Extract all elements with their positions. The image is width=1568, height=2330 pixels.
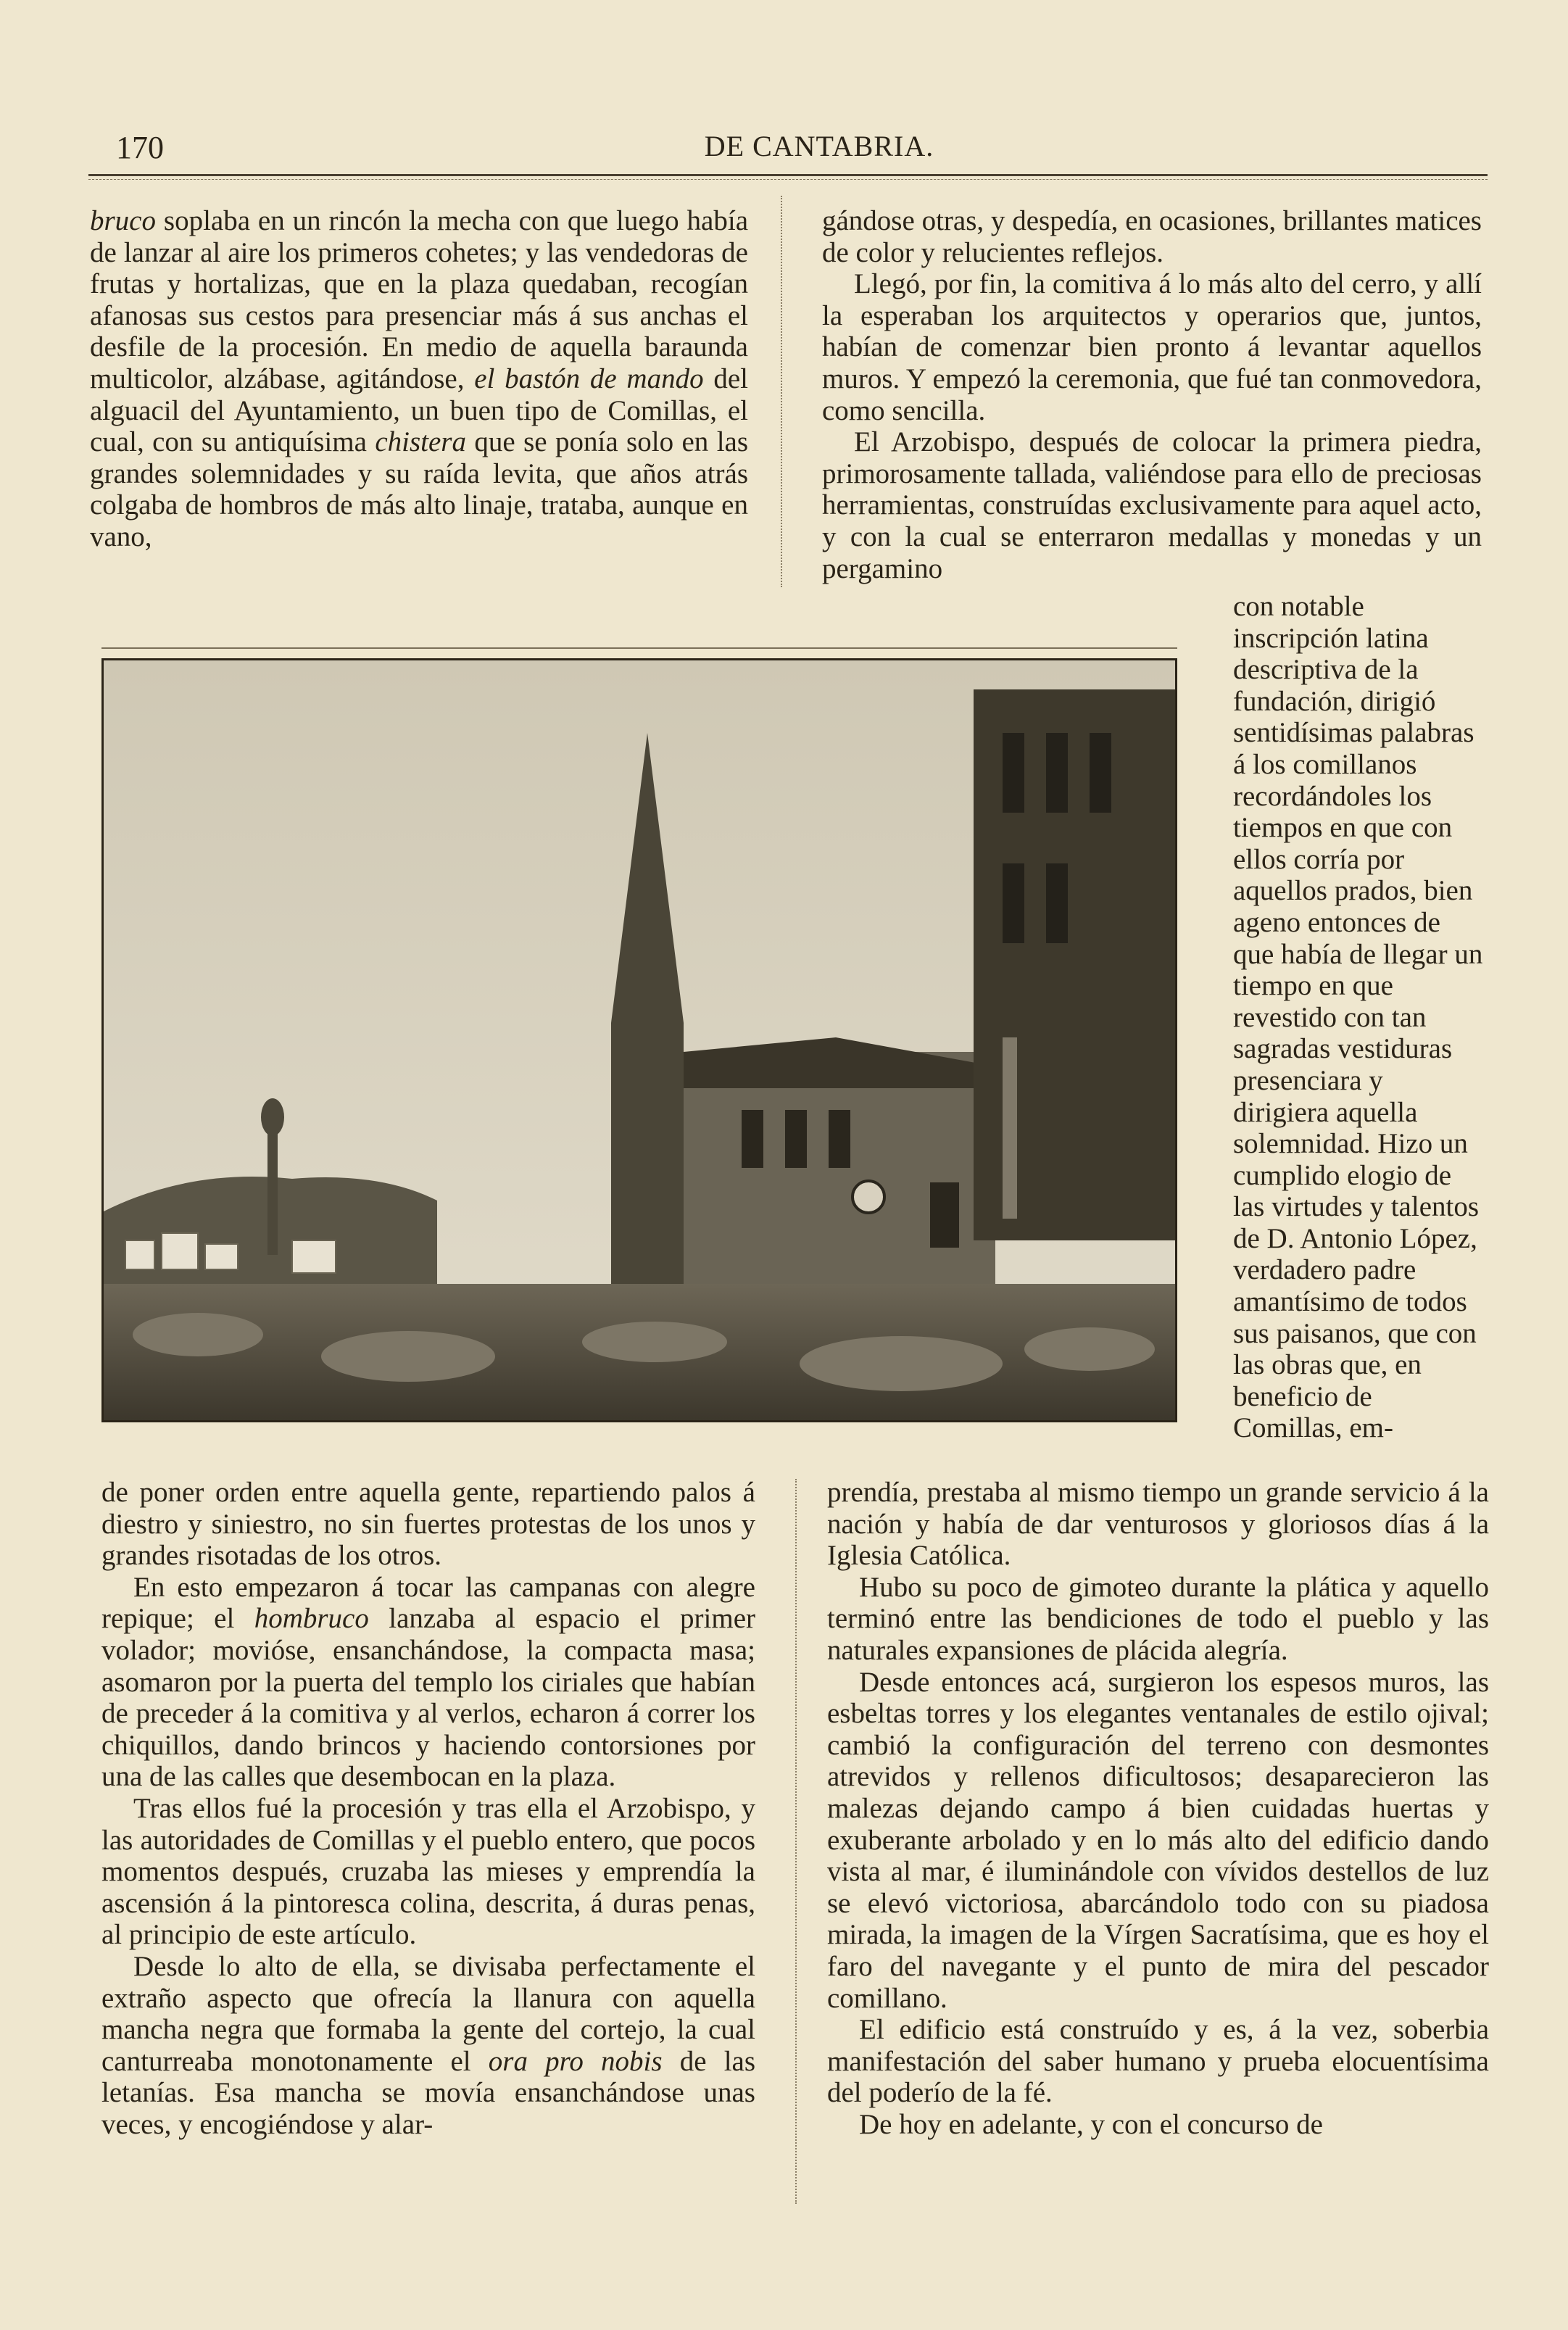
paragraph: De hoy en adelante, y con el concurso de [859,2108,1323,2140]
paragraph [90,205,748,553]
paragraph: Desde entonces acá, surgieron los espesos muros, las esbeltas torres y los elegantes ventanales de estilo ojival; cambió la configuración del terreno con desmontes atrevidos y rellenos dificultosos; desaparecieron las malezas dejando campo á bien cuidadas huertas y exuberante arbolado y en lo más alto del edificio dando vista al mar, é iluminándole con vívidos destellos de luz se elevó victoriosa, abarcándolo todo con su piadosa mirada, la imagen de la Vírgen Sacratísima, que es hoy el faro del navegante y el punto de mira del pescador comillano. [827,1666,1489,2014]
paragraph: Tras ellos fué la procesión y tras ella el Arzobispo, y las autoridades de Comillas y el pueblo entero, que pocos momentos después, cruzaba las mieses y emprendía la ascensión á la pintoresca colina, descrita, á duras penas, al principio de este artículo. [101,1792,755,1951]
palace-building [974,689,1175,1240]
text-run: que se ponía solo en las grandes solemnidades y su raída levita, que años atrás colgaba de hombros de más alto linaje, trataba, aunque en vano, [90,426,749,552]
paragraph [101,1572,755,1793]
paragraph: Llegó, por fin, la comitiva á lo más alto del cerro, y allí la esperaban los arquitectos y operarios que, juntos, habían de comenzar bien pronto á levantar aquellos muros. Y empezó la ceremonia, que fué tan conmovedora, como sencilla. [822,268,1482,426]
column-top-left [90,205,748,553]
italic-term: ora pro nobis [488,2045,663,2077]
paragraph: Hubo su poco de gimoteo durante la plática y aquello terminó entre las bendiciones de todo el pueblo y las naturales expansiones de plácida alegría. [827,1571,1489,1666]
church-illustration [104,660,1175,1420]
text-run: Desde lo alto de ella, se divisaba perfectamente el extraño aspecto que ofrecía la llanura con aquella mancha negra que formaba la gente del cortejo, la cual canturreaba monotonamente el [101,1950,755,2077]
paragraph: de poner orden entre aquella gente, repartiendo palos á diestro y siniestro, no sin fuertes protestas de los unos y grandes risotadas de los otros. [101,1477,755,1572]
text-run: de las letanías. Esa mancha se movía ensanchándose unas veces, y encogiéndose y alar- [101,2045,756,2140]
header-rule [88,174,1488,176]
monument-column [267,1124,278,1255]
text-run: soplaba en un rincón la mecha con que luego había de lanzar al aire los primeros cohetes; y las vendedoras de frutas y hortalizas, que en la plaza quedaban, recogían afanosas sus cestos para presenciar más á sus anchas el desfile de la procesión. En medio de aquella baraunda multicolor, alzábase, agitándose, [90,205,749,394]
column-bottom-right [827,1477,1489,2140]
text-run: En esto empezaron á tocar las campanas con alegre repique; el [101,1571,755,1635]
italic-term: el bastón de mando [474,362,704,394]
paragraph [101,1951,755,2141]
photo-top-rule [101,647,1177,649]
italic-term: chistera [375,426,466,458]
paragraph: con notable inscripción latina descriptiva de la fundación, dirigió sentidísimas palabras á los comillanos recordándoles los tiempos en que con ellos corría por aquellos prados, bien ageno entonces de que había de llegar un tiempo en que revestido con tan sagradas vestiduras presenciara y dirigiera aquella solemnidad. Hizo un cumplido elogio de las virtudes y talentos de D. Antonio López, verdadero padre amantísimo de todos sus paisanos, que con las obras que, en beneficio de Comillas, em- [1233,591,1483,1444]
photo-church-comillas [101,658,1177,1422]
page-number: 170 [116,130,164,165]
paragraph: El edificio está construído y es, á la vez, soberbia manifestación del saber humano y prueba elocuentísima del poderío de la fé. [827,2014,1489,2109]
text-run: del alguacil del Ayuntamiento, un buen tipo de Comillas, el cual, con su antiquísima [90,362,748,458]
text-run: lanzaba al espacio el primer volador; movióse, ensanchándose, la compacta masa; asomaron por la puerta del templo los ciriales que habían de preceder á la comitiva y al verlos, echaron á correr los chiquillos, dando brincos y haciendo contorsiones por una de las calles que desembocan en la plaza. [101,1603,756,1793]
column-top-right [822,205,1482,584]
header-rule-ornament [88,179,1488,180]
paragraph: prendía, prestaba al mismo tiempo un grande servicio á la nación y había de dar venturosos y gloriosos días á la Iglesia Católica. [827,1477,1489,1572]
paragraph: gándose otras, y despedía, en ocasiones, brillantes matices de color y relucientes reflejos. [822,205,1482,268]
italic-term: bruco [90,205,156,236]
paragraph: El Arzobispo, después de colocar la primera piedra, primorosamente tallada, valiéndose para ello de preciosas herramientas, construídas exclusivamente para aquel acto, y con la cual se enterraron medallas y monedas y un pergamino [822,426,1482,584]
column-divider-bottom [795,1479,797,2204]
column-beside-photo [1233,591,1485,1444]
column-divider-top [781,196,782,587]
column-bottom-left [101,1477,755,2140]
italic-term: hombruco [254,1603,369,1635]
running-header: DE CANTABRIA. [704,130,934,162]
